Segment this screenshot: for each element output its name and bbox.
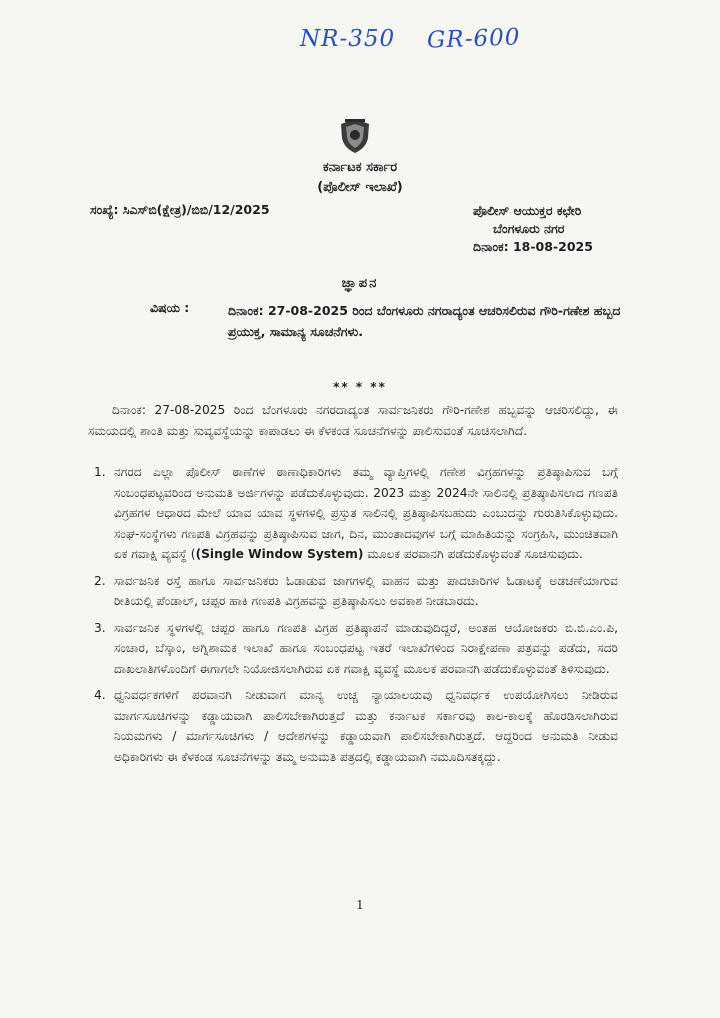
handwritten-note-a: NR-350 (300, 26, 396, 52)
separator: ** * ** (333, 380, 387, 394)
list-item-number: 2. (94, 573, 106, 588)
office-name: ಪೊಲೀಸ್ ಆಯುಕ್ತರ ಕಛೇರಿ (473, 203, 582, 218)
office-city: ಬೆಂಗಳೂರು ನಗರ (493, 221, 565, 236)
list-item-text: ಸಾರ್ವಜನಿಕ ರಸ್ತೆ ಹಾಗೂ ಸಾರ್ವಜನಿಕರು ಓಡಾಡುವ ಜಾಗಗಳಲ್ಲಿ ವಾಹನ ಮತ್ತು ಪಾದಚಾರಿಗಳ ಓಡಾಟಕ್ಕೆ ಅಡಚಣೆಯಾಗುವ ರೀತಿಯಲ್ಲಿ ಪೆಂಡಾಲ್, ಚಪ್ಪರ ಹಾಕಿ ಗಣಪತಿ ವಿಗ್ರಹವನ್ನು ಪ್ರತಿಷ್ಠಾಪಿಸಲು ಅವಕಾಶ ನೀಡಬಾರದು. (114, 573, 618, 608)
list-item-number: 4. (94, 688, 106, 702)
list-item-text: ನಗರದ ಎಲ್ಲಾ ಪೊಲೀಸ್ ಠಾಣೆಗಳ ಠಾಣಾಧಿಕಾರಿಗಳು ತಮ್ಮ ವ್ಯಾಪ್ತಿಗಳಲ್ಲಿ ಗಣೇಶ ವಿಗ್ರಹಗಳನ್ನು ಪ್ರತಿಷ್ಠಾಪಿಸುವ ಬಗ್ಗೆ ಸಂಬಂಧಪಟ್ಟವರಿಂದ ಅನುಮತಿ ಅರ್ಜಿಗಳನ್ನು ಪಡೆದುಕೊಳ್ಳುವುದು. 2023 ಮತ್ತು 2024ನೇ ಸಾಲಿನಲ್ಲಿ ಪ್ರತಿಷ್ಠಾಪಿಸಲಾದ ಗಣಪತಿ ವಿಗ್ರಹಗಳ ಆಧಾರದ ಮೇಲೆ ಯಾವ ಯಾವ ಸ್ಥಳಗಳಲ್ಲಿ ಪ್ರಸ್ತುತ ಸಾಲಿನಲ್ಲಿ ಪ್ರತಿಷ್ಠಾಪಿಸಬಹುದು ಎಂಬುದನ್ನು ಗುರುತಿಸಿಕೊಳ್ಳುವುದು. ಸಂಘ-ಸಂಸ್ಥೆಗಳು ಗಣಪತಿ ವಿಗ್ರಹವನ್ನು ಪ್ರತಿಷ್ಠಾಪಿಸುವ ಜಾಗ, ದಿನ, ಮುಂತಾದವುಗಳ ಬಗ್ಗೆ ಮಾಹಿತಿಯನ್ನು ಸಂಗ್ರಹಿಸಿ, ಮುಂಚಿತವಾಗಿ ಏಕ ಗವಾಕ್ಷಿ ವ್ಯವಸ್ಥೆ ( (114, 465, 618, 561)
subject-text: ದಿನಾಂಕ: 27-08-2025 ರಿಂದ ಬೆಂಗಳೂರು ನಗರಾದ್ಯಂತ ಆಚರಿಸಲಿರುವ ಗೌರಿ-ಗಣೇಶ ಹಬ್ಬದ ಪ್ರಯುಕ್ತ, ಸಾಮಾನ್ಯ ಸೂಚನೆಗಳು. (228, 303, 621, 339)
list-item-number: 1. (94, 465, 106, 479)
list-item (88, 685, 618, 767)
list-item-text: ಧ್ವನಿವರ್ಧಕಗಳಿಗೆ ಪರವಾನಗಿ ನೀಡುವಾಗ ಮಾನ್ಯ ಉಚ್ಚ ನ್ಯಾಯಾಲಯವು ಧ್ವನಿವರ್ಧಕ ಉಪಯೋಗಿಸಲು ನೀಡಿರುವ ಮಾರ್ಗಸೂಚಿಗಳನ್ನು ಕಡ್ಡಾಯವಾಗಿ ಪಾಲಿಸಬೇಕಾಗಿರುತ್ತದೆ ಮತ್ತು ಕರ್ನಾಟಕ ಸರ್ಕಾರವು ಕಾಲ-ಕಾಲಕ್ಕೆ ಹೊರಡಿಸಲಾಗಿರುವ ನಿಯಮಗಳು / ಮಾರ್ಗಸೂಚಿಗಳು / ಆದೇಶಗಳನ್ನು ಕಡ್ಡಾಯವಾಗಿ ಪಾಲಿಸಬೇಕಾಗಿರುತ್ತದೆ. ಆದ್ದರಿಂದ ಅನುಮತಿ ನೀಡುವ ಅಧಿಕಾರಿಗಳು ಈ ಕೆಳಕಂಡ ಸೂಚನೆಗಳನ್ನು ತಮ್ಮ ಅನುಮತಿ ಪತ್ರದಲ್ಲಿ ಕಡ್ಡಾಯವಾಗಿ ನಮೂದಿಸತಕ್ಕದ್ದು. (114, 688, 618, 764)
handwritten-note (300, 26, 580, 52)
page-number: 1 (356, 898, 364, 912)
list-item (88, 571, 618, 612)
list-item-text: ಸಾರ್ವಜನಿಕ ಸ್ಥಳಗಳಲ್ಲಿ ಚಪ್ಪರ ಹಾಗೂ ಗಣಪತಿ ವಿಗ್ರಹ ಪ್ರತಿಷ್ಠಾಪನೆ ಮಾಡುವುದಿದ್ದರೆ, ಅಂತಹ ಆಯೋಜಕರು ಬಿ.ಬಿ.ಎಂ.ಪಿ, ಸಂಚಾರ, ಬೆಸ್ಕಾಂ, ಅಗ್ನಿಶಾಮಕ ಇಲಾಖೆ ಹಾಗೂ ಸಂಬಂಧಪಟ್ಟ ಇತರೆ ಇಲಾಖೆಗಳಿಂದ ನಿರಾಕ್ಷೇಪಣಾ ಪತ್ರವನ್ನು ಪಡೆದು, ಸದರಿ ದಾಖಲಾತಿಗಳೊಂದಿಗೆ ಈಗಾಗಲೇ ನಿಯೋಜಿಸಲಾಗಿರುವ ಏಕ ಗವಾಕ್ಷಿ ವ್ಯವಸ್ಥೆ ಮೂಲಕ ಪರವಾನಗಿ ಪಡೆದುಕೊಳ್ಳುವಂತೆ ತಿಳಿಸುವುದು. (114, 620, 618, 676)
subject-label: ವಿಷಯ : (150, 300, 190, 315)
reference-number: ಸಂಖ್ಯೆ: ಸಿಎಸ್‌ಬಿ(ಕ್ಷೇತ್ರ)/ಬಿಬಿ/12/2025 (90, 202, 270, 217)
police-emblem-icon (335, 116, 375, 156)
instructions-list (88, 462, 618, 773)
list-item-number: 3. (94, 620, 106, 635)
list-item-text-after: ಮೂಲಕ ಪರವಾನಗಿ ಪಡೆದುಕೊಳ್ಳುವಂತೆ ಸೂಚಿಸುವುದು. (363, 547, 583, 561)
list-item (88, 618, 618, 680)
office-block (473, 202, 593, 256)
notice-title: ಜ್ಞಾಪನ (341, 276, 379, 291)
list-item (88, 462, 618, 565)
government-name: ಕರ್ನಾಟಕ ಸರ್ಕಾರ (322, 160, 398, 175)
document-date: ದಿನಾಂಕ: 18-08-2025 (473, 239, 593, 254)
intro-paragraph: ದಿನಾಂಕ: 27-08-2025 ರಿಂದ ಬೆಂಗಳೂರು ನಗರದಾದ್ಯಂತ ಸಾರ್ವಜನಿಕರು ಗೌರಿ-ಗಣೇಶ ಹಬ್ಬವನ್ನು ಆಚರಿಸಲಿದ್ದು, ಈ ಸಮಯದಲ್ಲಿ ಶಾಂತಿ ಮತ್ತು ಸುವ್ಯವಸ್ಥೆಯನ್ನು ಕಾಪಾಡಲು ಈ ಕೆಳಕಂಡ ಸೂಚನೆಗಳನ್ನು ಪಾಲಿಸುವಂತೆ ಸೂಚಿಸಲಾಗಿದೆ. (88, 403, 618, 438)
single-window-system-term: (Single Window System) (195, 547, 364, 561)
handwritten-note-b: GR-600 (427, 24, 522, 54)
department-name: (ಪೊಲೀಸ್ ಇಲಾಖೆ) (317, 180, 403, 195)
